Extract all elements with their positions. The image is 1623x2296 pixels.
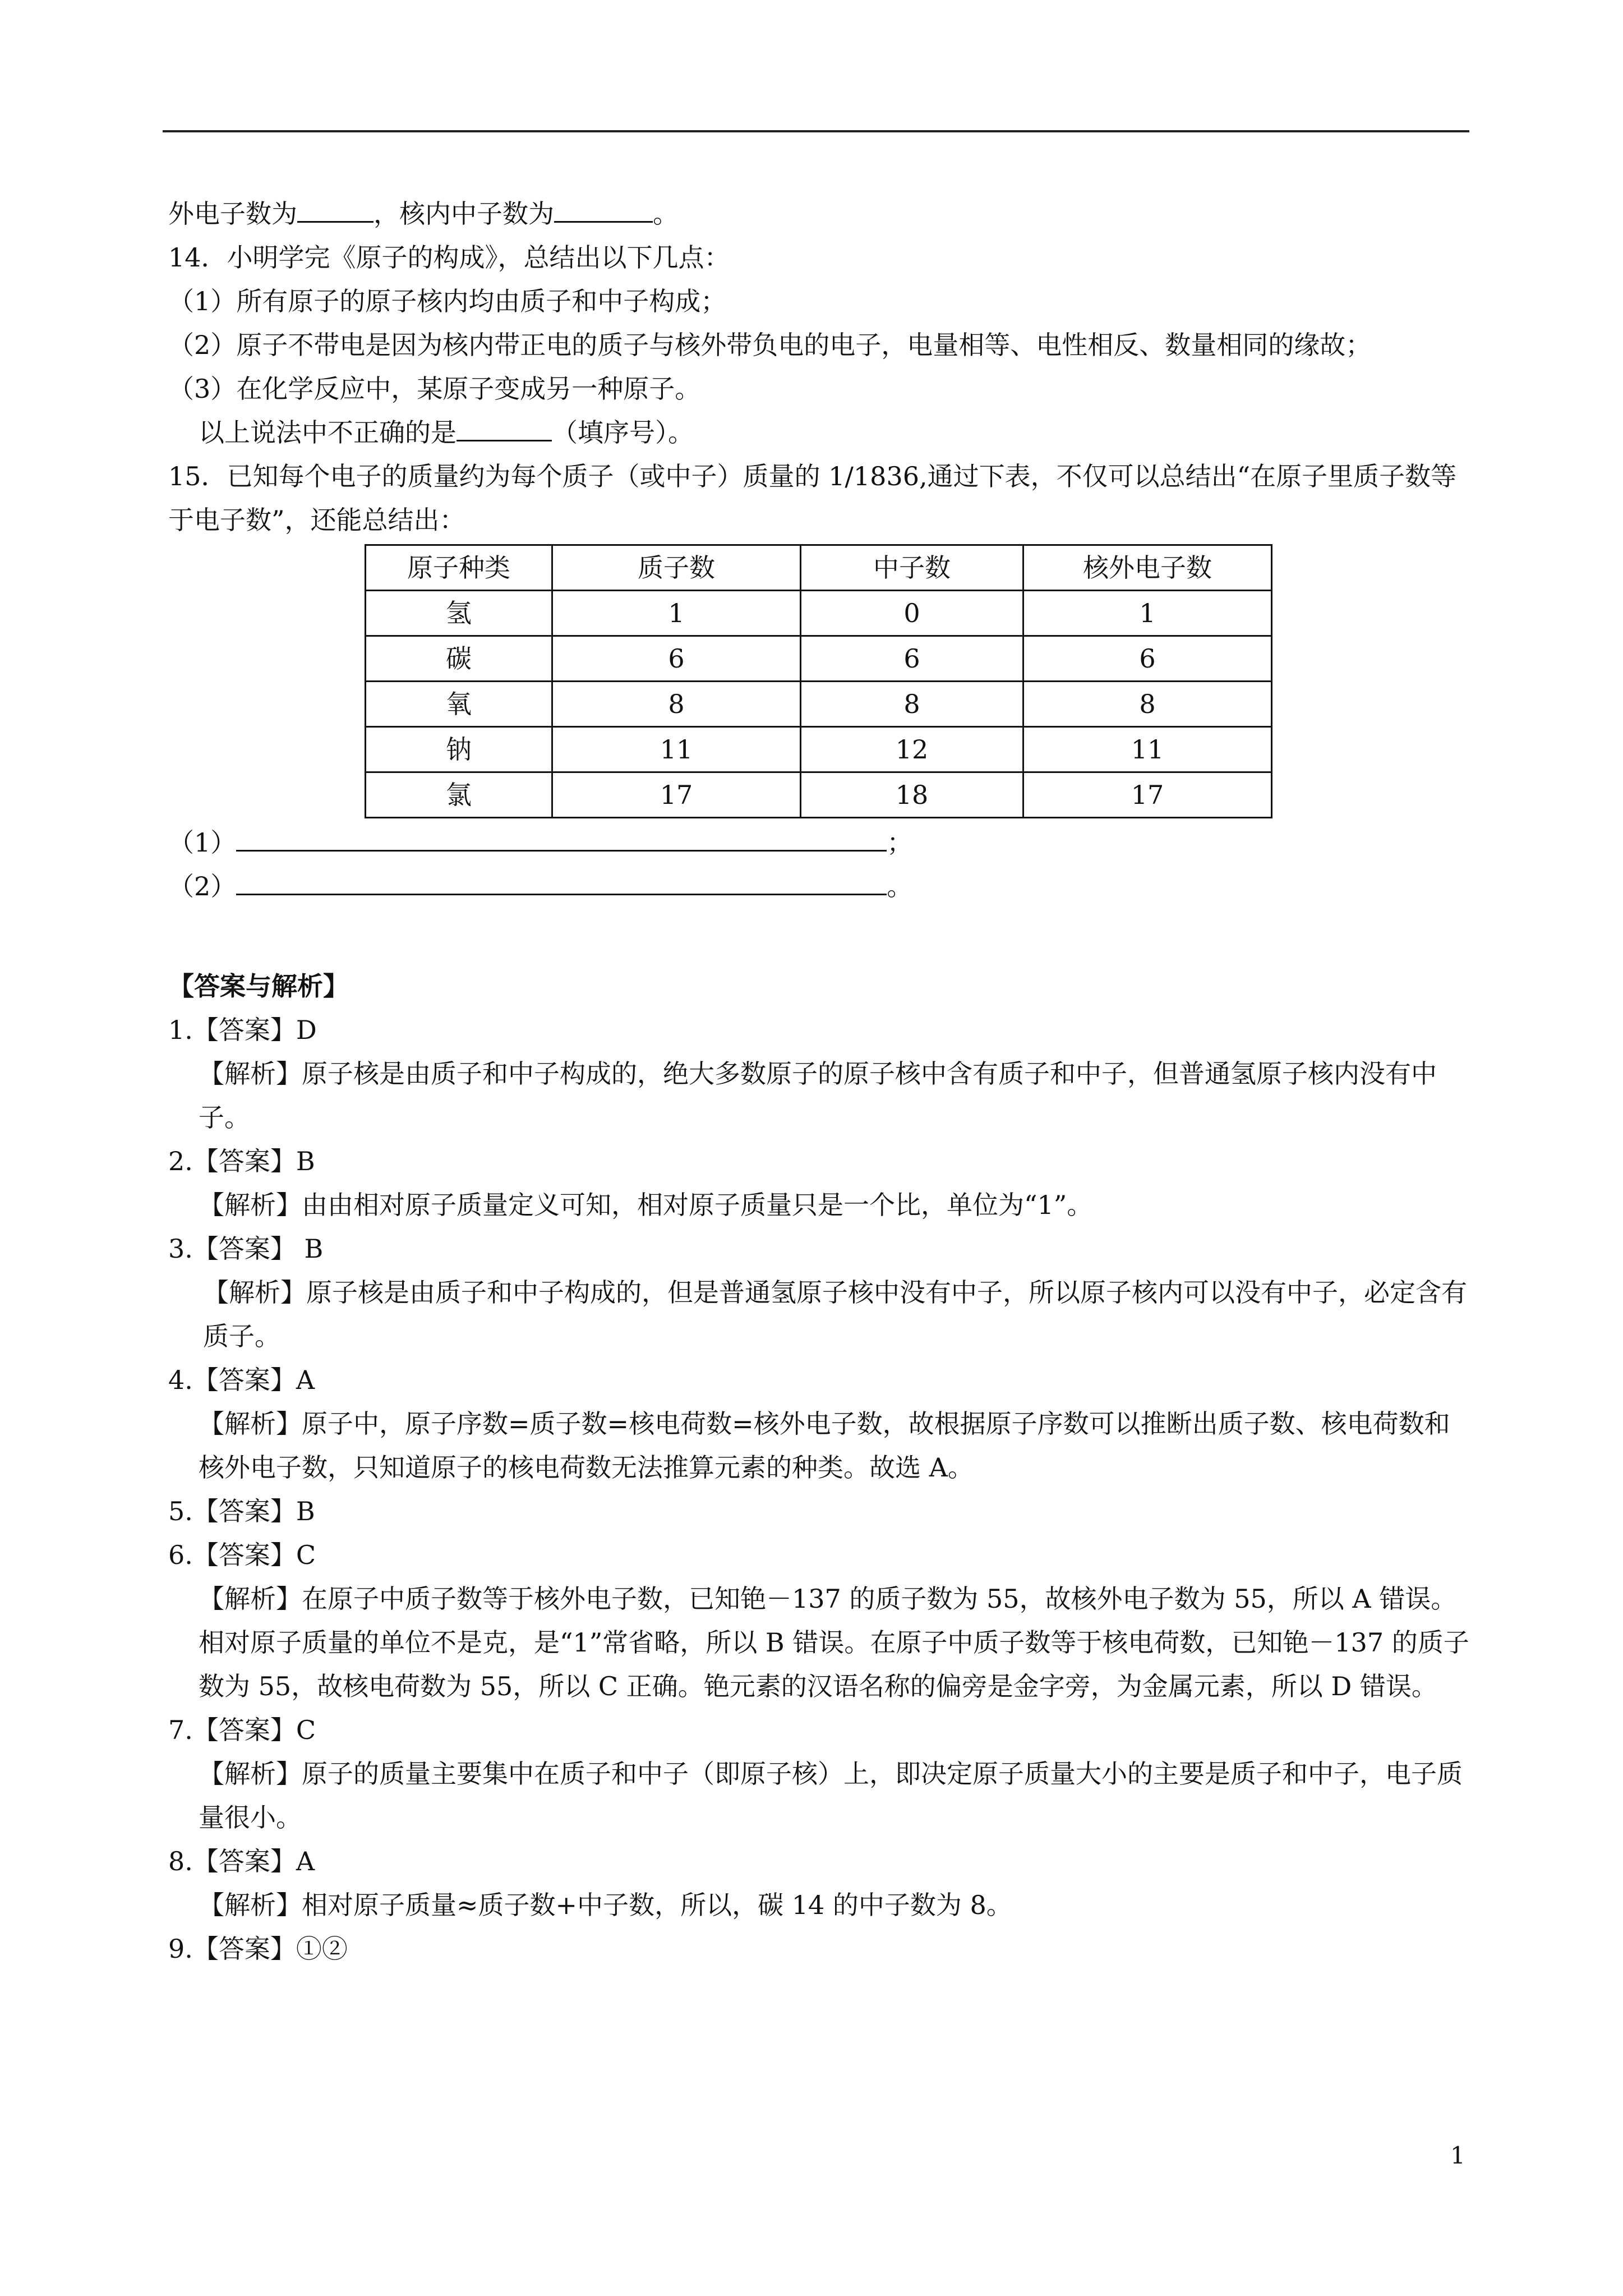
q14-intro: 14．小明学完《原子的构成》，总结出以下几点： <box>168 242 730 273</box>
table-cell: 11 <box>1023 727 1272 772</box>
table-cell: 8 <box>1023 682 1272 727</box>
table-header-cell: 质子数 <box>552 545 801 591</box>
table-cell: 6 <box>801 636 1023 682</box>
table-row <box>366 636 1272 682</box>
table-cell: 碳 <box>366 636 552 682</box>
q15-blank-1-label: （1） <box>168 827 237 858</box>
section-gap <box>168 908 1469 964</box>
explanation-8: 【解析】相对原子质量≈质子数+中子数，所以，碳 14 的中子数为 8。 <box>199 1890 1012 1920</box>
q14-point-2: （2）原子不带电是因为核内带正电的质子与核外带负电的电子，电量相等、电性相反、数量相同的缘故； <box>168 330 1372 360</box>
table-cell: 氯 <box>366 772 552 818</box>
q13-blank-neutrons[interactable] <box>554 196 653 223</box>
table-header-cell: 原子种类 <box>366 545 552 591</box>
table-row <box>366 727 1272 772</box>
answers-heading: 【答案与解析】 <box>168 971 349 1001</box>
answer-2: 2.【答案】B <box>168 1146 315 1176</box>
answer-1: 1.【答案】D <box>168 1015 317 1045</box>
table-cell: 8 <box>801 682 1023 727</box>
q14-question-suffix: （填序号）。 <box>552 417 694 448</box>
table-header-cell: 中子数 <box>801 545 1023 591</box>
answer-3: 3.【答案】 B <box>168 1234 324 1264</box>
q13-text-a: 外电子数为 <box>168 199 297 229</box>
q15-answer-blank-2[interactable] <box>236 869 887 895</box>
table-row <box>366 591 1272 636</box>
q14-question-text: 以上说法中不正确的是 <box>199 417 457 448</box>
explanation-2: 【解析】由由相对原子质量定义可知，相对原子质量只是一个比，单位为“1”。 <box>199 1190 1093 1220</box>
q15-blank-2-label: （2） <box>168 871 237 901</box>
table-cell: 氢 <box>366 591 552 636</box>
table-cell: 氧 <box>366 682 552 727</box>
table-cell: 0 <box>801 591 1023 636</box>
answer-5: 5.【答案】B <box>168 1496 315 1526</box>
q14-point-1: （1）所有原子的原子核内均由质子和中子构成； <box>168 286 727 316</box>
answer-4: 4.【答案】A <box>168 1365 315 1395</box>
q15-answer-blank-1[interactable] <box>236 825 887 852</box>
table-row <box>366 772 1272 818</box>
table-cell: 1 <box>1023 591 1272 636</box>
q13-text-c: 。 <box>653 199 679 229</box>
q15-intro: 15．已知每个电子的质量约为每个质子（或中子）质量的 1/1836,通过下表，不仅可以总结出“在原子里质子数等于电子数”，还能总结出： <box>168 461 1457 535</box>
answer-7: 7.【答案】C <box>168 1715 316 1745</box>
q13-text-b: ，核内中子数为 <box>374 199 554 229</box>
q13-blank-electrons[interactable] <box>297 196 374 223</box>
q15-blank-1-end: ； <box>887 827 913 858</box>
page-content <box>168 192 1469 1971</box>
table-cell: 17 <box>552 772 801 818</box>
header-rule <box>163 130 1469 132</box>
q14-point-3: （3）在化学反应中，某原子变成另一种原子。 <box>168 374 701 404</box>
table-header-row <box>366 545 1272 591</box>
answer-9: 9.【答案】①② <box>168 1934 348 1964</box>
table-cell: 12 <box>801 727 1023 772</box>
table-cell: 6 <box>1023 636 1272 682</box>
table-cell: 18 <box>801 772 1023 818</box>
table-cell: 8 <box>552 682 801 727</box>
table-cell: 17 <box>1023 772 1272 818</box>
explanation-6: 【解析】在原子中质子数等于核外电子数，已知铯－137 的质子数为 55，故核外电子数为 55，所以 A 错误。相对原子质量的单位不是克，是“1”常省略，所以 B 错误。在原子中质子数等于核电荷数，已知铯－137 的质子数为 55，故核电荷数为 55，所以 C 正确。铯元素的汉语名称的偏旁是金字旁，为金属元素，所以 D 错误。 <box>199 1584 1469 1701</box>
q15-blank-line-2 <box>168 864 1469 908</box>
q15-blank-line-1 <box>168 821 1469 864</box>
table-cell: 6 <box>552 636 801 682</box>
answer-6: 6.【答案】C <box>168 1540 316 1570</box>
table-header-cell: 核外电子数 <box>1023 545 1272 591</box>
page-number: 1 <box>1450 2142 1465 2169</box>
table-cell: 11 <box>552 727 801 772</box>
explanation-3: 【解析】原子核是由质子和中子构成的，但是普通氢原子核中没有中子，所以原子核内可以没有中子，必定含有质子。 <box>203 1277 1467 1351</box>
explanation-1: 【解析】原子核是由质子和中子构成的，绝大多数原子的原子核中含有质子和中子，但普通氢原子核内没有中子。 <box>199 1059 1437 1133</box>
q13-tail-line <box>168 192 1469 236</box>
q14-question-line <box>168 411 1469 454</box>
table-row <box>366 682 1272 727</box>
q14-answer-blank[interactable] <box>457 415 552 441</box>
table-cell: 钠 <box>366 727 552 772</box>
answer-8: 8.【答案】A <box>168 1846 315 1876</box>
atom-data-table <box>365 544 1272 818</box>
q15-blank-2-end: 。 <box>887 871 913 901</box>
table-cell: 1 <box>552 591 801 636</box>
explanation-4: 【解析】原子中，原子序数=质子数=核电荷数=核外电子数，故根据原子序数可以推断出质子数、核电荷数和核外电子数，只知道原子的核电荷数无法推算元素的种类。故选 A。 <box>199 1409 1450 1483</box>
explanation-7: 【解析】原子的质量主要集中在质子和中子（即原子核）上，即决定原子质量大小的主要是质子和中子，电子质量很小。 <box>199 1759 1463 1833</box>
